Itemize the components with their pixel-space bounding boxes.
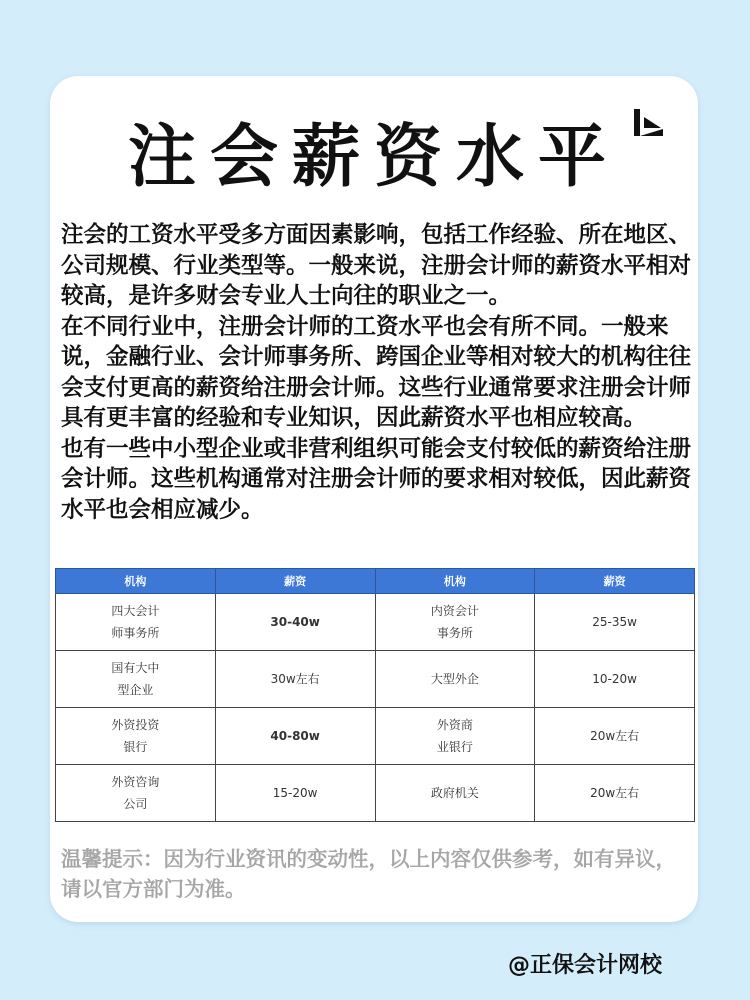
content-card bbox=[50, 76, 698, 922]
table-row bbox=[56, 765, 695, 822]
salary-cell: 10-20w bbox=[535, 651, 695, 708]
brand-watermark: @正保会计网校 bbox=[508, 953, 663, 978]
org-cell: 外资商 业银行 bbox=[375, 708, 535, 765]
header-org: 机构 bbox=[56, 569, 216, 594]
salary-cell: 30w左右 bbox=[215, 651, 375, 708]
header-salary: 薪资 bbox=[215, 569, 375, 594]
salary-cell: 20w左右 bbox=[535, 708, 695, 765]
paragraph: 在不同行业中，注册会计师的工资水平也会有所不同。一般来说，金融行业、会计师事务所、跨国企业等相对较大的机构往往会支付更高的薪资给注册会计师。这些行业通常要求注册会计师具有更丰富的经验和专业知识，因此薪资水平也相应较高。 bbox=[61, 313, 692, 431]
page-title: 注会薪资水平 bbox=[127, 118, 620, 197]
table-row bbox=[56, 708, 695, 765]
intro-text bbox=[61, 220, 693, 525]
header-salary: 薪资 bbox=[535, 569, 695, 594]
table-header-row bbox=[56, 569, 695, 594]
paragraph: 注会的工资水平受多方面因素影响，包括工作经验、所在地区、公司规模、行业类型等。一般来说，注册会计师的薪资水平相对较高，是许多财会专业人士向往的职业之一。 bbox=[61, 222, 692, 309]
header-org: 机构 bbox=[375, 569, 535, 594]
org-cell: 政府机关 bbox=[375, 765, 535, 822]
org-cell: 内资会计 事务所 bbox=[375, 594, 535, 651]
org-cell: 外资咨询 公司 bbox=[56, 765, 216, 822]
salary-cell: 30-40w bbox=[215, 594, 375, 651]
table-row bbox=[56, 594, 695, 651]
org-cell: 外资投资 银行 bbox=[56, 708, 216, 765]
paragraph: 也有一些中小型企业或非营利组织可能会支付较低的薪资给注册会计师。这些机构通常对注册会计师的要求相对较低，因此薪资水平也会相应减少。 bbox=[61, 435, 692, 523]
org-cell: 大型外企 bbox=[375, 651, 535, 708]
org-cell: 国有大中 型企业 bbox=[56, 651, 216, 708]
salary-table bbox=[55, 568, 695, 822]
salary-cell: 20w左右 bbox=[535, 765, 695, 822]
org-cell: 四大会计 师事务所 bbox=[56, 594, 216, 651]
salary-cell: 25-35w bbox=[535, 594, 695, 651]
table-row bbox=[56, 651, 695, 708]
corner-mark-icon bbox=[630, 106, 666, 142]
salary-cell: 40-80w bbox=[215, 708, 375, 765]
salary-cell: 15-20w bbox=[215, 765, 375, 822]
disclaimer-tip: 温馨提示：因为行业资讯的变动性，以上内容仅供参考，如有异议，请以官方部门为准。 bbox=[61, 847, 676, 901]
